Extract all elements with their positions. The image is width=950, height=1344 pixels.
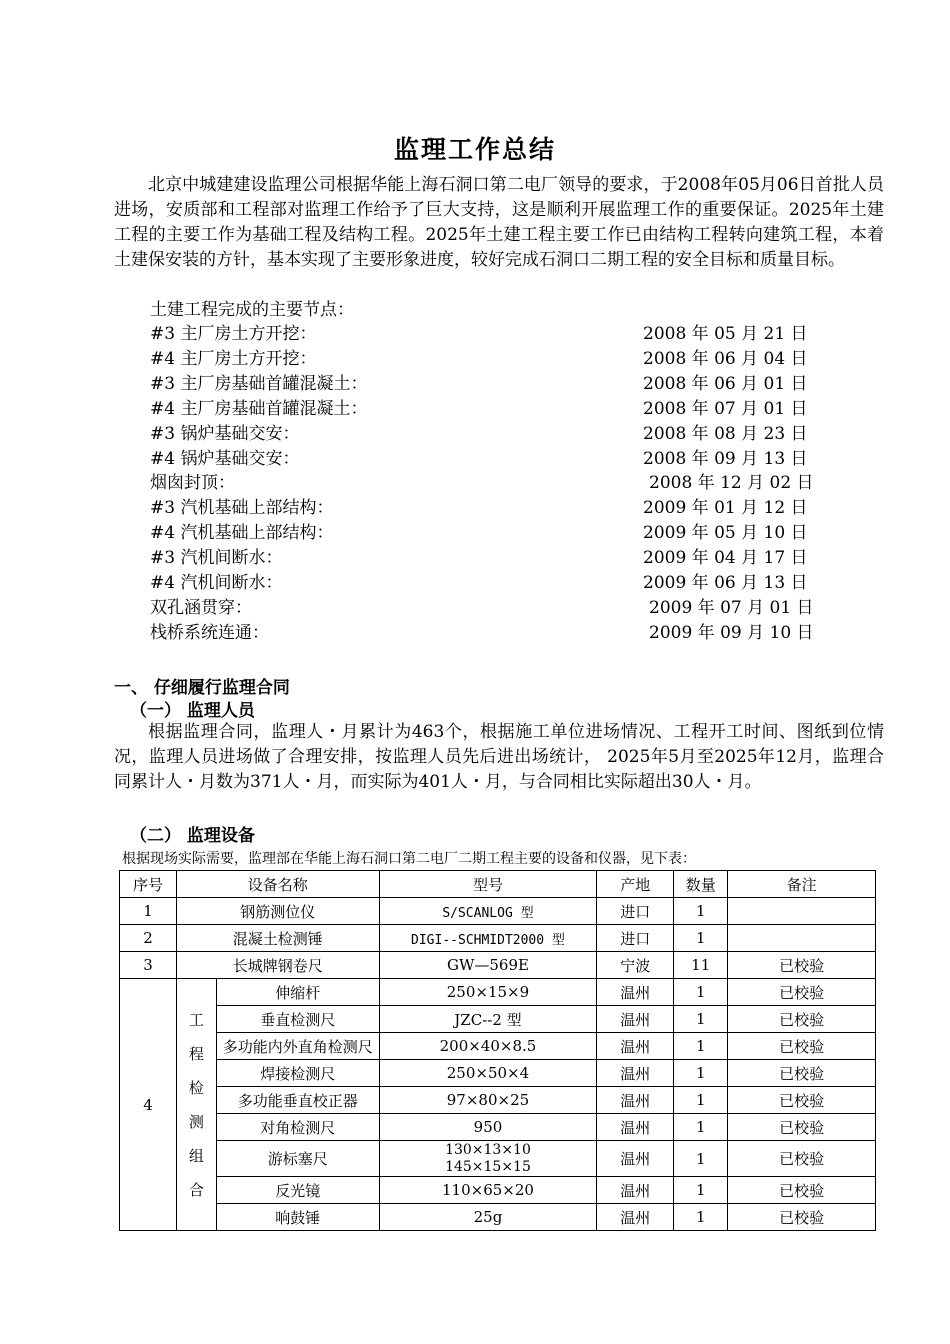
milestone-label: #3 锅炉基础交安： (150, 424, 300, 444)
milestones-heading: 土建工程完成的主要节点： (150, 300, 354, 320)
cell-no: 3 (120, 952, 177, 979)
group-label-char: 检 (188, 1078, 204, 1097)
milestone-date: 2009 年 01 月 12 日 (643, 498, 808, 518)
cell-qty: 11 (674, 952, 728, 979)
cell-note: 已校验 (728, 1177, 876, 1204)
milestone-label: #3 汽机基础上部结构： (150, 498, 334, 518)
intro-paragraph: 北京中城建建设监理公司根据华能上海石洞口第二电厂领导的要求，于2008年05月06日首批人员进场，安质部和工程部对监理工作给予了巨大支持，这是顺利开展监理工作的重要保证。2025年土建工程的主要工作为基础工程及结构工程。2025年土建工程主要工作已由结构工程转向建筑工程，本着土建保安装的方针，基本实现了主要形象进度，较好完成石洞口二期工程的安全目标和质量目标。 (114, 175, 884, 270)
header-cell: 产地 (597, 871, 674, 898)
cell-origin: 温州 (597, 1177, 674, 1204)
milestone-date: 2009 年 06 月 13 日 (643, 573, 808, 593)
cell-origin: 温州 (597, 979, 674, 1006)
cell-qty: 1 (674, 1177, 728, 1204)
cell-no: 1 (120, 898, 177, 925)
cell-qty: 1 (674, 1087, 728, 1114)
cell-model (379, 1141, 597, 1177)
cell-note: 已校验 (728, 1114, 876, 1141)
table-row (120, 1060, 876, 1087)
section-heading: 一、 仔细履行监理合同 (114, 678, 290, 698)
cell-no: 4 (120, 979, 177, 1231)
cell-qty: 1 (674, 925, 728, 952)
milestone-label: #4 汽机基础上部结构： (150, 523, 334, 543)
cell-origin: 温州 (597, 1114, 674, 1141)
table-row (120, 1141, 876, 1177)
cell-note: 已校验 (728, 1087, 876, 1114)
cell-qty: 1 (674, 979, 728, 1006)
cell-model: 950 (379, 1114, 597, 1141)
table-row (120, 1177, 876, 1204)
staff-paragraph: 根据监理合同，监理人・月累计为463个，根据施工单位进场情况、工程开工时间、图纸到位情况，监理人员进场做了合理安排，按监理人员先后进出场统计， 2025年5月至2025年12月，监理合同累计人・月数为371人・月，而实际为401人・月，与合同相比实际超出30人・月。 (114, 722, 884, 792)
cell-name: 多功能垂直校正器 (216, 1087, 379, 1114)
cell-note: 已校验 (728, 979, 876, 1006)
cell-name: 钢筋测位仪 (176, 898, 379, 925)
milestone-label: #4 汽机间断水： (150, 573, 283, 593)
page-title: 监理工作总结 (393, 135, 556, 164)
cell-model: JZC--2 型 (379, 1006, 597, 1033)
table-row (120, 1006, 876, 1033)
cell-origin: 温州 (597, 1204, 674, 1231)
table-row (120, 1033, 876, 1060)
cell-model: 250×15×9 (379, 979, 597, 1006)
group-label-char: 测 (188, 1112, 204, 1131)
table-row (120, 1114, 876, 1141)
cell-model: 25g (379, 1204, 597, 1231)
cell-qty: 1 (674, 1060, 728, 1087)
cell-name: 游标塞尺 (216, 1141, 379, 1177)
cell-model: 97×80×25 (379, 1087, 597, 1114)
milestone-label: #4 主厂房土方开挖： (150, 349, 317, 369)
milestone-label: 双孔涵贯穿： (150, 598, 252, 618)
cell-model: GW—569E (379, 952, 597, 979)
cell-origin: 宁波 (597, 952, 674, 979)
milestone-label: 栈桥系统连通： (150, 623, 269, 643)
table-row (120, 952, 876, 979)
cell-name: 伸缩杆 (216, 979, 379, 1006)
milestone-date: 2008 年 12 月 02 日 (649, 473, 814, 493)
cell-model: 250×50×4 (379, 1060, 597, 1087)
table-row (120, 925, 876, 952)
milestone-label: #3 主厂房基础首罐混凝土： (150, 374, 368, 394)
milestone-label: #4 主厂房基础首罐混凝土： (150, 399, 368, 419)
milestone-date: 2009 年 07 月 01 日 (649, 598, 814, 618)
table-intro: 根据现场实际需要，监理部在华能上海石洞口第二电厂二期工程主要的设备和仪器，见下表： (122, 851, 696, 867)
milestone-label: 烟囱封顶： (150, 473, 235, 493)
header-cell: 数量 (674, 871, 728, 898)
milestone-label: #3 主厂房土方开挖： (150, 324, 317, 344)
cell-origin: 温州 (597, 1141, 674, 1177)
group-label-char: 程 (188, 1044, 204, 1063)
milestone-date: 2008 年 07 月 01 日 (643, 399, 808, 419)
milestone-date: 2009 年 09 月 10 日 (649, 623, 814, 643)
table-row (120, 1204, 876, 1231)
table-row (120, 979, 876, 1006)
cell-model-line: 130×13×10 (445, 1141, 531, 1158)
milestone-date: 2009 年 04 月 17 日 (643, 548, 808, 568)
cell-name: 长城牌钢卷尺 (176, 952, 379, 979)
cell-qty: 1 (674, 1033, 728, 1060)
cell-model: DIGI--SCHMIDT2000 型 (379, 925, 597, 952)
cell-name: 多功能内外直角检测尺 (216, 1033, 379, 1060)
milestone-date: 2008 年 06 月 04 日 (643, 349, 808, 369)
cell-no: 2 (120, 925, 177, 952)
cell-note (728, 898, 876, 925)
milestone-date: 2009 年 05 月 10 日 (643, 523, 808, 543)
cell-origin: 温州 (597, 1060, 674, 1087)
cell-note: 已校验 (728, 952, 876, 979)
header-cell: 设备名称 (176, 871, 379, 898)
group-label-char: 合 (188, 1180, 204, 1199)
cell-note: 已校验 (728, 1204, 876, 1231)
cell-qty: 1 (674, 1141, 728, 1177)
cell-name: 响鼓锤 (216, 1204, 379, 1231)
cell-note: 已校验 (728, 1006, 876, 1033)
cell-origin: 进口 (597, 925, 674, 952)
cell-qty: 1 (674, 1114, 728, 1141)
header-cell: 序号 (120, 871, 177, 898)
table-header-row (120, 871, 876, 898)
cell-qty: 1 (674, 1006, 728, 1033)
header-cell: 备注 (728, 871, 876, 898)
cell-name: 焊接检测尺 (216, 1060, 379, 1087)
cell-note (728, 925, 876, 952)
cell-note: 已校验 (728, 1033, 876, 1060)
cell-note: 已校验 (728, 1141, 876, 1177)
cell-origin: 温州 (597, 1006, 674, 1033)
cell-model: 110×65×20 (379, 1177, 597, 1204)
cell-model: 200×40×8.5 (379, 1033, 597, 1060)
milestone-date: 2008 年 09 月 13 日 (643, 449, 808, 469)
equipment-table (119, 870, 876, 1231)
milestone-date: 2008 年 08 月 23 日 (643, 424, 808, 444)
cell-qty: 1 (674, 1204, 728, 1231)
milestone-label: #4 锅炉基础交安： (150, 449, 300, 469)
group-label-char: 组 (188, 1146, 204, 1165)
cell-name: 对角检测尺 (216, 1114, 379, 1141)
group-label-char: 工 (188, 1010, 204, 1029)
group-label-cell (176, 979, 216, 1231)
cell-qty: 1 (674, 898, 728, 925)
milestone-date: 2008 年 05 月 21 日 (643, 324, 808, 344)
cell-origin: 温州 (597, 1033, 674, 1060)
cell-model-line: 145×15×15 (445, 1158, 531, 1175)
cell-name: 垂直检测尺 (216, 1006, 379, 1033)
table-row (120, 1087, 876, 1114)
subsection-heading: （二） 监理设备 (130, 826, 255, 846)
cell-name: 混凝土检测锤 (176, 925, 379, 952)
cell-name: 反光镜 (216, 1177, 379, 1204)
subsection-heading: （一） 监理人员 (130, 701, 255, 721)
table-row (120, 898, 876, 925)
cell-note: 已校验 (728, 1060, 876, 1087)
cell-origin: 进口 (597, 898, 674, 925)
header-cell: 型号 (379, 871, 597, 898)
cell-origin: 温州 (597, 1087, 674, 1114)
cell-model: S/SCANLOG 型 (379, 898, 597, 925)
milestone-date: 2008 年 06 月 01 日 (643, 374, 808, 394)
milestone-label: #3 汽机间断水： (150, 548, 283, 568)
